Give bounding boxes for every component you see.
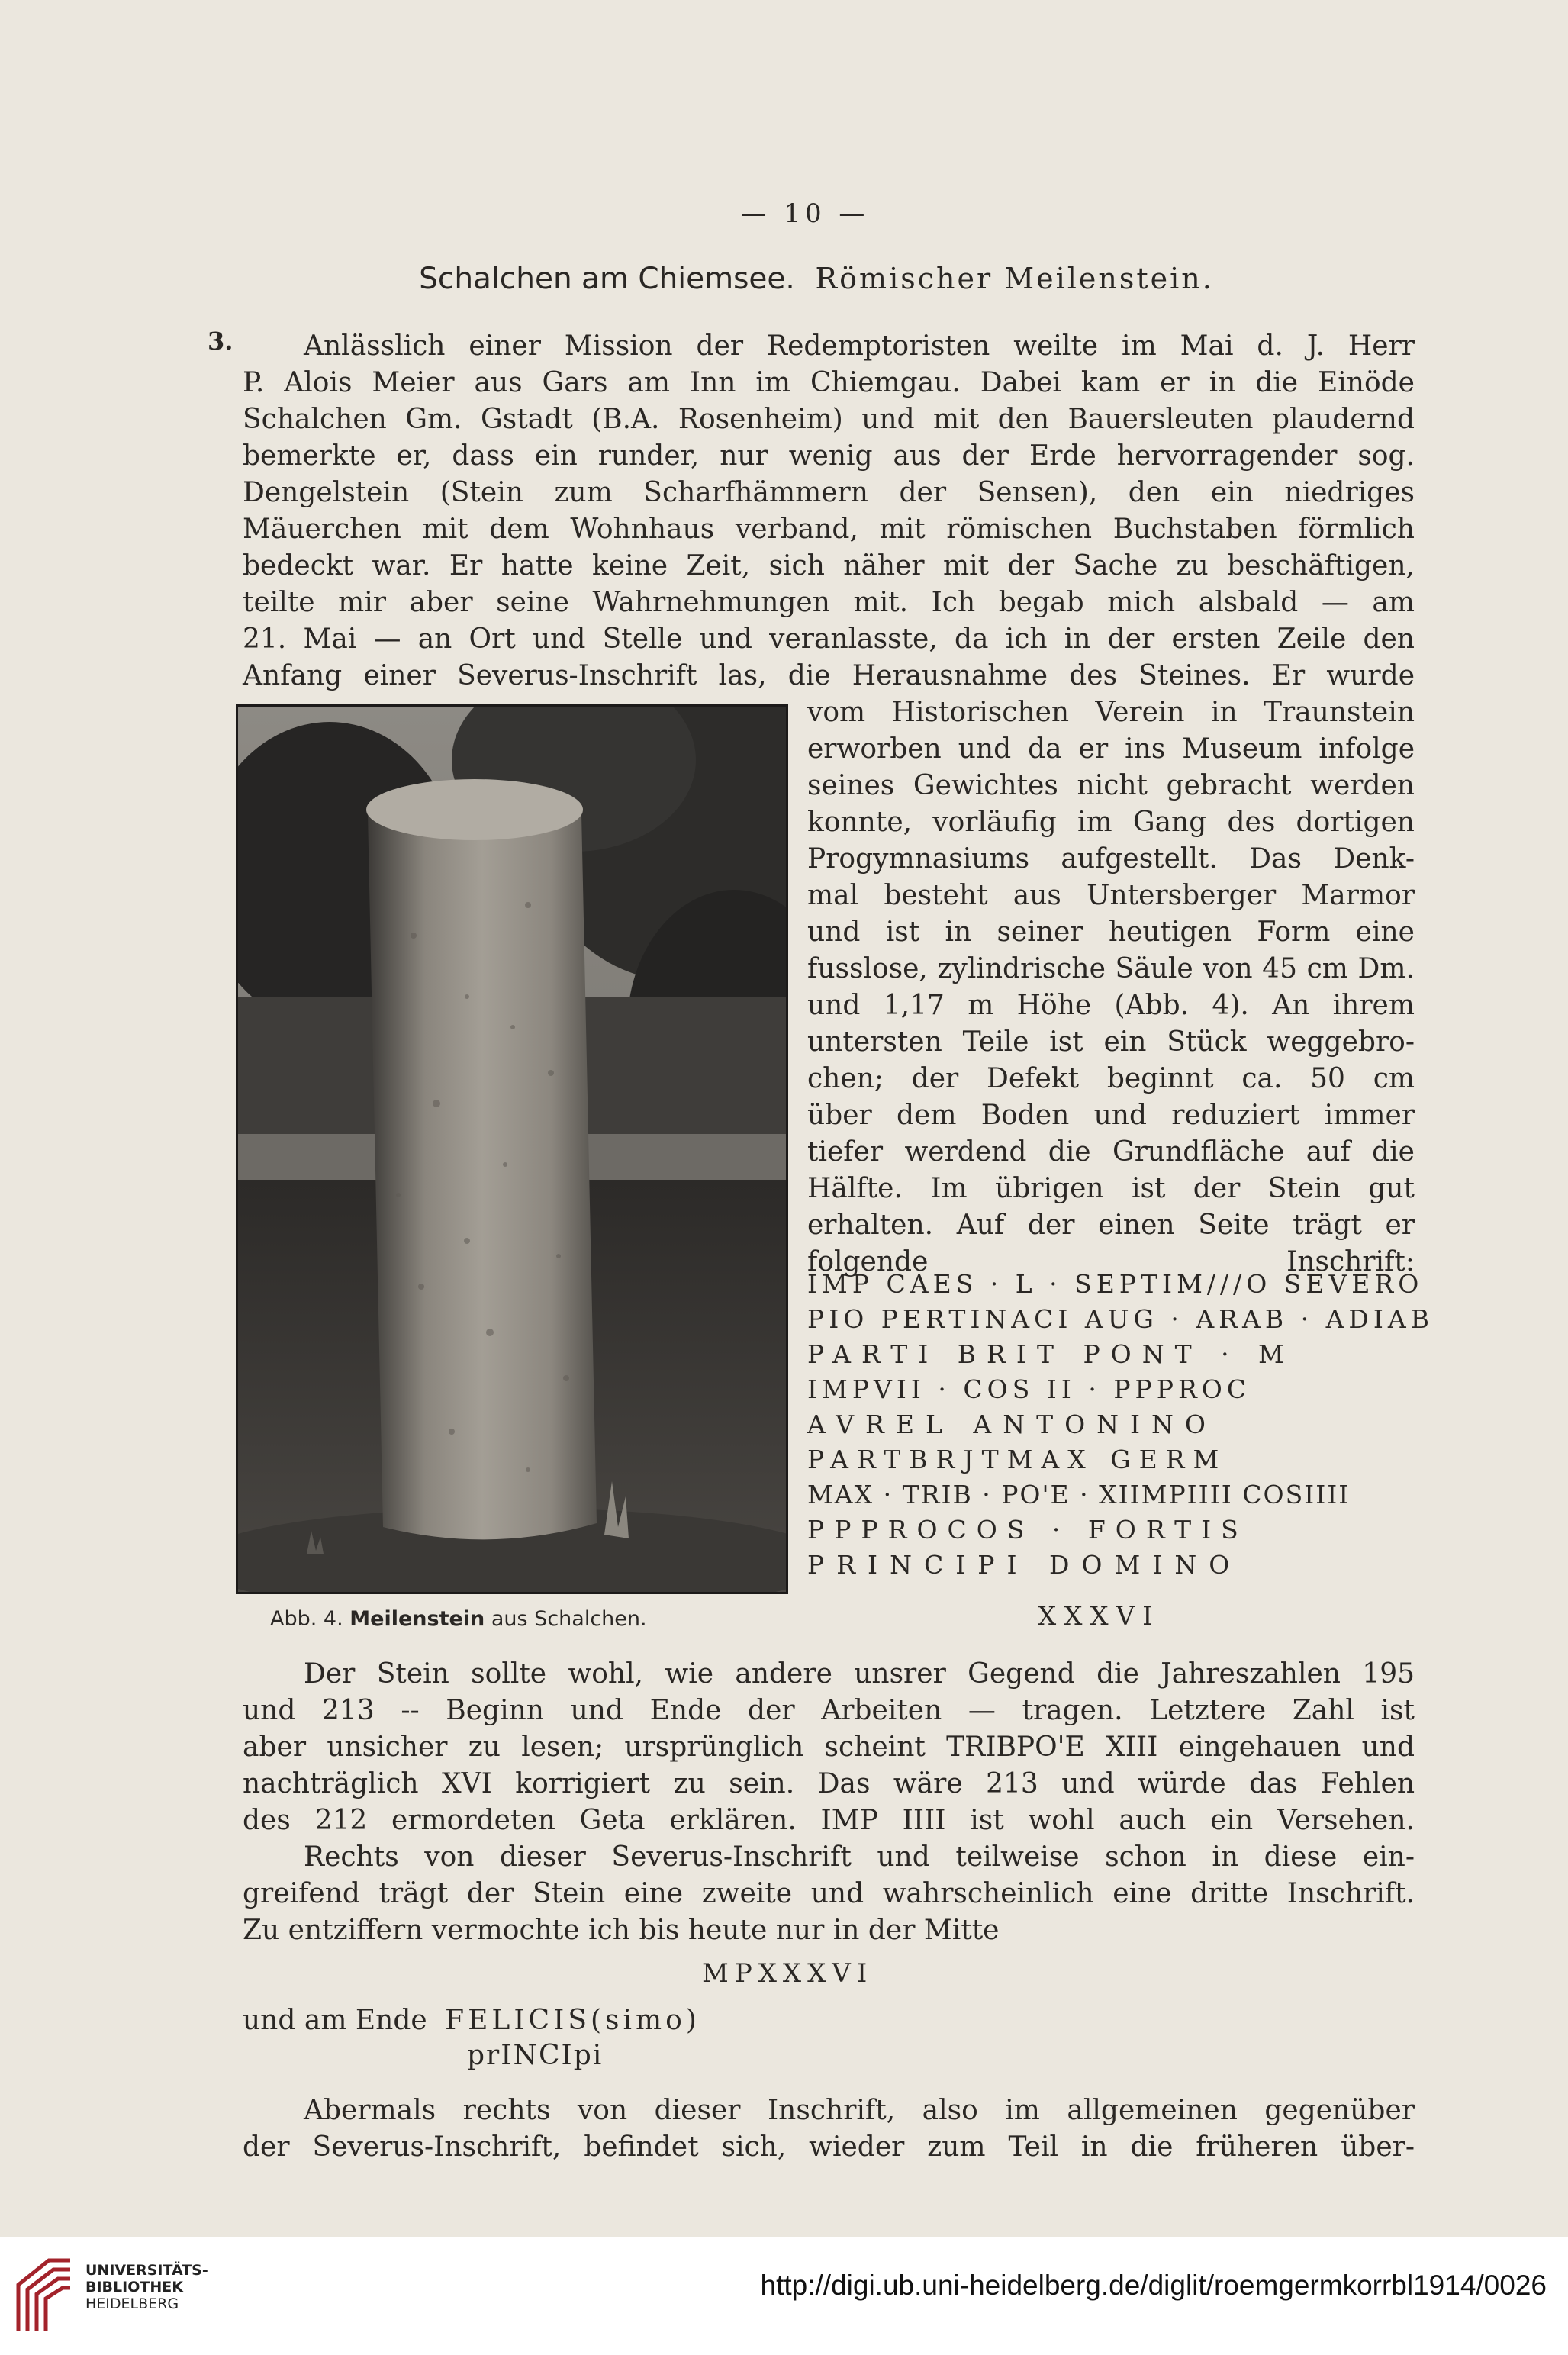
text-line: Schalchen Gm. Gstadt (B.A. Rosenheim) und mit den Bauersleuten plaudernd xyxy=(243,404,1415,435)
text-line: Anlässlich einer Mission der Redemptoristen weilte im Mai d. J. Herr xyxy=(304,330,1415,362)
text-line: tiefer werdend die Grundfläche auf die xyxy=(807,1136,1415,1168)
text-line: Anfang einer Severus-Inschrift las, die Herausnahme des Steines. Er wurde xyxy=(243,660,1415,691)
text-line: Mäuerchen mit dem Wohnhaus verband, mit römischen Buchstaben förmlich xyxy=(243,514,1415,545)
text-line: bemerkte er, dass ein runder, nur wenig aus der Erde hervorragender sog. xyxy=(243,440,1415,472)
inscription-line: IMP CAES · L · SEPTIM///O SEVERO xyxy=(807,1269,1424,1299)
text-line: Abermals rechts von dieser Inschrift, also im allgemeinen gegenüber xyxy=(304,2095,1415,2126)
source-url-link[interactable]: http://digi.ub.uni-heidelberg.de/diglit/roemgermkorrbl1914/0026 xyxy=(760,2270,1547,2301)
text-line: erworben und da er ins Museum infolge xyxy=(807,733,1415,765)
text-line: nachträglich XVI korrigiert zu sein. Das wäre 213 und würde das Fehlen xyxy=(243,1768,1415,1799)
heading-place: Schalchen am Chiemsee. xyxy=(419,262,795,296)
library-name xyxy=(85,2262,208,2312)
inscription-line: AVREL ANTONINO xyxy=(807,1409,1217,1439)
inscription-line: PRINCIPI DOMINO xyxy=(807,1550,1242,1580)
footer-bar xyxy=(0,2237,1568,2355)
text-line: Dengelstein (Stein zum Scharfhämmern der Sensen), den ein niedriges xyxy=(243,477,1415,508)
text-line: und ist in seiner heutigen Form eine xyxy=(807,917,1415,948)
inscription-line: MAX · TRIB · PO'E · XIIMPIIII COSIIII xyxy=(807,1480,1351,1509)
text-line: vom Historischen Verein in Traunstein xyxy=(807,697,1415,728)
text-line: fusslose, zylindrische Säule von 45 cm Dm. xyxy=(807,953,1415,984)
inscription-line: PIO PERTINACI AUG · ARAB · ADIAB xyxy=(807,1304,1434,1334)
paragraph-number: 3. xyxy=(208,327,233,356)
text-line: folgende Inschrift: xyxy=(807,1246,1415,1277)
text-line: chen; der Defekt beginnt ca. 50 cm xyxy=(807,1063,1415,1094)
text-line: aber unsicher zu lesen; ursprünglich scheint TRIBPO'E XIII eingehauen und xyxy=(243,1732,1415,1763)
end-line xyxy=(243,2004,700,2039)
text-line: seines Gewichtes nicht gebracht werden xyxy=(807,770,1415,801)
text-line: über dem Boden und reduziert immer xyxy=(807,1100,1415,1131)
inscription-line: PPPROCOS · FORTIS xyxy=(807,1515,1248,1545)
text-line: Hälfte. Im übrigen ist der Stein gut xyxy=(807,1173,1415,1204)
text-line: des 212 ermordeten Geta erklären. IMP IIII ist wohl auch ein Versehen. xyxy=(243,1805,1415,1836)
caption-title: Meilenstein xyxy=(349,1607,485,1631)
inscription-number: XXXVI xyxy=(1038,1601,1161,1632)
end-line-text: und am Ende xyxy=(243,2005,427,2036)
text-line: Rechts von dieser Severus-Inschrift und teilweise schon in diese ein- xyxy=(304,1841,1415,1873)
mid-inscription: MPXXXVI xyxy=(702,1958,874,1989)
text-line: Progymnasiums aufgestellt. Das Denk- xyxy=(807,843,1415,875)
text-line: konnte, vorläufig im Gang des dortigen xyxy=(807,807,1415,838)
text-line: und 213 -- Beginn und Ende der Arbeiten — tragen. Letztere Zahl ist xyxy=(243,1695,1415,1726)
text-line: bedeckt war. Er hatte keine Zeit, sich näher mit der Sache zu beschäftigen, xyxy=(243,550,1415,582)
text-line: 21. Mai — an Ort und Stelle und veranlasste, da ich in der ersten Zeile den xyxy=(243,623,1415,655)
text-line: und 1,17 m Höhe (Abb. 4). An ihrem xyxy=(807,990,1415,1021)
inscription-line: PARTBRJTMAX GERM xyxy=(807,1445,1228,1474)
milestone-photo xyxy=(236,704,788,1594)
text-line: P. Alois Meier aus Gars am Inn im Chiemgau. Dabei kam er in die Einöde xyxy=(243,367,1415,398)
library-name-line: BIBLIOTHEK xyxy=(85,2279,183,2295)
heading-subtitle: Römischer Meilenstein. xyxy=(815,262,1214,295)
page-number: — 10 — xyxy=(740,198,870,229)
text-line: erhalten. Auf der einen Seite trägt er xyxy=(807,1210,1415,1241)
text-line: untersten Teile ist ein Stück weggebro- xyxy=(807,1026,1415,1058)
inscription-line: PARTI BRIT PONT · M xyxy=(807,1339,1295,1369)
library-name-line: HEIDELBERG xyxy=(85,2295,179,2312)
library-logo-icon xyxy=(11,2254,76,2341)
end-line-inscription: FELICIS(simo) xyxy=(445,2005,700,2036)
text-line: greifend trägt der Stein eine zweite und wahrscheinlich eine dritte Inschrift. xyxy=(243,1878,1415,1909)
text-line: mal besteht aus Untersberger Marmor xyxy=(807,880,1415,911)
princ-line: prINCIpi xyxy=(467,2040,604,2071)
figure-caption xyxy=(270,1607,647,1631)
caption-suffix: aus Schalchen. xyxy=(491,1607,647,1631)
caption-prefix: Abb. 4. xyxy=(270,1607,343,1631)
section-heading xyxy=(0,261,1568,296)
text-line: Zu entziffern vermochte ich bis heute nur in der Mitte xyxy=(243,1915,1000,1946)
library-name-line: UNIVERSITÄTS- xyxy=(85,2262,208,2279)
text-line: der Severus-Inschrift, befindet sich, wieder zum Teil in die früheren über- xyxy=(243,2131,1415,2163)
text-line: teilte mir aber seine Wahrnehmungen mit. Ich begab mich alsbald — am xyxy=(243,587,1415,618)
inscription-line: IMPVII · COS II · PPPROC xyxy=(807,1374,1251,1404)
text-line: Der Stein sollte wohl, wie andere unsrer Gegend die Jahreszahlen 195 xyxy=(304,1658,1415,1690)
